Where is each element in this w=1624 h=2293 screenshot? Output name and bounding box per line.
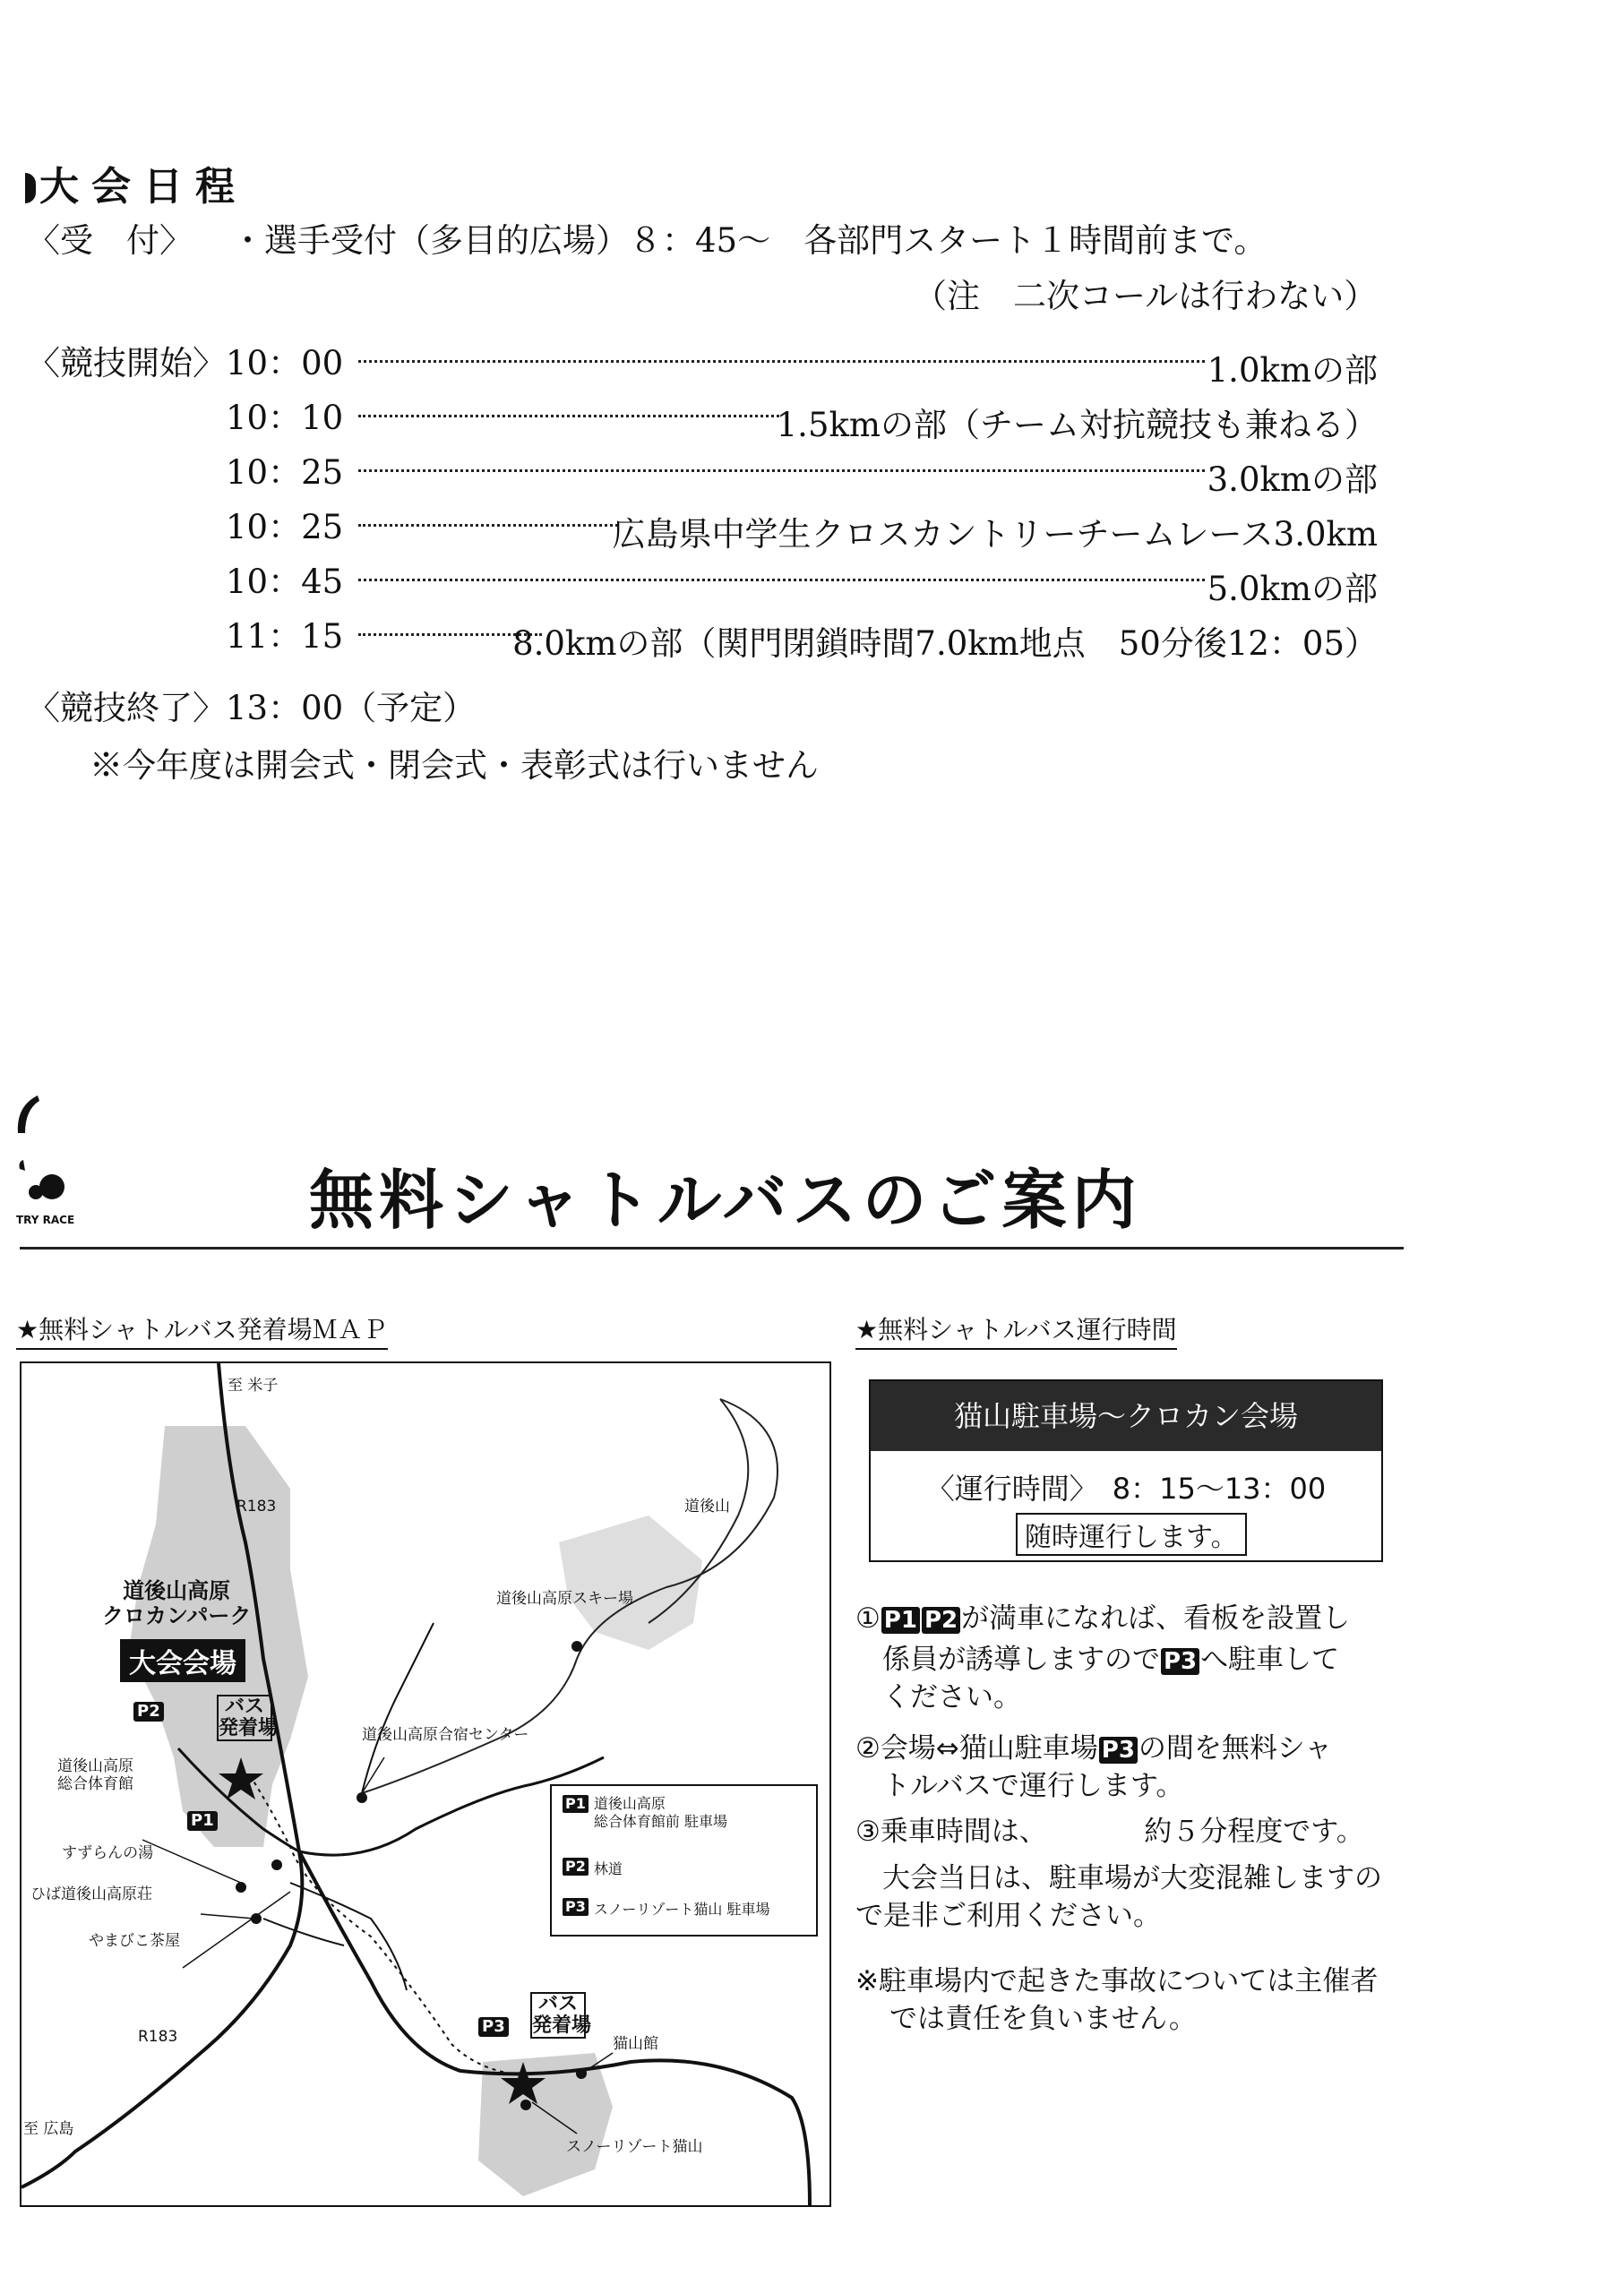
bus-stop-line1: バス: [537, 1993, 578, 2015]
timetable-note: 随時運行します。: [1016, 1513, 1247, 1556]
r183-top-label: R183: [236, 1498, 277, 1516]
note-2-text: ②会場⇔猫山駐車場: [855, 1732, 1098, 1765]
yamabiko-label: やまびこ茶屋: [89, 1932, 180, 1950]
note-1-text: が満車になれば、看板を設置し: [961, 1602, 1351, 1635]
legend-p1-line2: 総合体育館前 駐車場: [593, 1813, 727, 1830]
legend-p3-badge: P3: [563, 1898, 589, 1916]
bus-stop-line2: 発着場: [532, 2014, 592, 2037]
p3-marker: P3: [478, 2017, 509, 2037]
ski-label: 道後山高原スキー場: [496, 1590, 633, 1608]
r183-bottom-label: R183: [138, 2028, 178, 2046]
bus-stop-line2: 発着場: [219, 1717, 279, 1739]
map-heading: ★無料シャトルバス発着場ＭＡＰ: [16, 1310, 388, 1350]
note-1: [855, 1599, 1350, 1638]
start-label: 〈競技開始〉: [27, 344, 226, 382]
note-1-line2: [882, 1640, 1339, 1679]
note-2-text: の間を無料シャ: [1138, 1732, 1333, 1765]
schedule-row-time: 10：25: [226, 453, 344, 492]
legend-p1-line1: 道後山高原: [593, 1795, 666, 1812]
nekoyamakan-label: 猫山館: [613, 2035, 658, 2053]
bus-stop-lower: [530, 1992, 592, 2039]
end-text: 13：00（予定）: [226, 689, 477, 727]
note-1-line3: ください。: [882, 1681, 1021, 1713]
p3-badge: P3: [1161, 1648, 1199, 1675]
gym-line1: 道後山高原: [57, 1757, 133, 1775]
reception-note: （注 二次コールは行わない）: [914, 277, 1378, 315]
p2-badge: P2: [922, 1607, 960, 1634]
note-1-text: へ駐車して: [1200, 1644, 1340, 1676]
gym-line2: 総合体育館: [57, 1775, 133, 1793]
schedule-row-time: 10：45: [226, 563, 344, 601]
bus-stop-upper: [217, 1695, 279, 1741]
reception-label: 〈受 付〉: [27, 221, 193, 260]
logo-text: TRY RACE: [16, 1214, 75, 1226]
shuttle-title: 無料シャトルバスのご案内: [309, 1163, 1142, 1238]
schedule-row-time: 10：10: [226, 399, 344, 437]
timetable-hours: 〈運行時間〉 8：15〜13：00: [925, 1472, 1327, 1506]
p1-badge: P1: [881, 1607, 920, 1634]
schedule-row-desc: 1.5kmの部（チーム対抗競技も兼ねる）: [776, 406, 1378, 444]
schedule-row-desc: 5.0kmの部: [1207, 570, 1378, 608]
dogoyama-label: 道後山: [684, 1498, 730, 1516]
p3-badge: P3: [1099, 1737, 1138, 1764]
note-2: [855, 1729, 1332, 1768]
schedule-row-time: 10：25: [226, 508, 344, 546]
park-name: [102, 1578, 251, 1628]
legend-p2: [563, 1858, 623, 1878]
leader-dots: [358, 415, 779, 417]
legend-p3-text: スノーリゾート猫山 駐車場: [593, 1901, 770, 1918]
note-2-line2: トルバスで運行します。: [882, 1770, 1184, 1802]
park-line2: クロカンパーク: [102, 1603, 252, 1628]
legend-p1: [563, 1795, 727, 1831]
leader-dots: [358, 469, 1205, 472]
note-3: ③乗車時間は、 約５分程度です。: [855, 1816, 1364, 1848]
note-4-line2: で是非ご利用ください。: [855, 1900, 1161, 1932]
snow-resort-label: スノーリゾート猫山: [566, 2138, 703, 2156]
time-heading: ★無料シャトルバス運行時間: [855, 1310, 1177, 1350]
note-1-text: 係員が誘導しますので: [882, 1644, 1160, 1676]
reception-text: ・選手受付（多目的広場）８：45〜 各部門スタート１時間前まで。: [231, 221, 1267, 260]
hiba-label: ひば道後山高原荘: [30, 1885, 152, 1903]
divider: [20, 1247, 1404, 1250]
legend-p2-badge: P2: [563, 1858, 589, 1876]
park-line1: 道後山高原: [123, 1578, 231, 1603]
suzuran-label: すずらんの湯: [62, 1844, 154, 1862]
timetable-box: [869, 1379, 1383, 1562]
end-label: 〈競技終了〉: [27, 689, 226, 727]
schedule-row-desc: 広島県中学生クロスカントリーチームレース3.0km: [612, 515, 1378, 554]
map-legend: [550, 1784, 818, 1937]
to-hiroshima-label: 至 広島: [23, 2120, 74, 2138]
venue-label: 大会会場: [120, 1639, 245, 1682]
timetable-title: 猫山駐車場〜クロカン会場: [871, 1381, 1381, 1451]
p1-marker: P1: [187, 1811, 218, 1831]
note-5: ※駐車場内で起きた事故については主催者: [855, 1965, 1379, 1997]
logo-icon: [13, 1088, 66, 1205]
note-1-num: ①: [855, 1602, 881, 1635]
schedule-row-time: 10：00: [226, 344, 344, 382]
schedule-row-desc: 3.0kmの部: [1207, 460, 1378, 499]
shuttle-map: [20, 1361, 831, 2207]
p2-marker: P2: [133, 1702, 164, 1722]
note-5-line2: では責任を負いません。: [889, 2003, 1197, 2035]
schedule-title: [25, 154, 247, 211]
leader-dots: [358, 360, 1205, 363]
bullet-mark-icon: [25, 173, 36, 203]
legend-p2-text: 林道: [593, 1860, 623, 1877]
legend-p1-badge: P1: [563, 1795, 589, 1813]
leader-dots: [358, 579, 1205, 581]
note-4: 大会当日は、駐車場が大変混雑しますの: [882, 1862, 1382, 1894]
schedule-row-desc: 1.0kmの部: [1207, 351, 1378, 390]
gasshuku-label: 道後山高原合宿センター: [362, 1726, 529, 1744]
bus-stop-line1: バス: [224, 1696, 264, 1718]
schedule-row-time: 11：15: [226, 617, 344, 656]
leader-dots: [358, 524, 618, 527]
schedule-row-desc: 8.0kmの部（関門閉鎖時間7.0km地点 50分後12：05）: [512, 624, 1378, 663]
to-yonago-label: 至 米子: [228, 1377, 279, 1395]
legend-p3: [563, 1898, 769, 1919]
schedule-title-text: 大会日程: [39, 164, 247, 210]
end-note: ※今年度は開会式・閉会式・表彰式は行いません: [90, 746, 819, 785]
gym-label: [57, 1757, 133, 1793]
